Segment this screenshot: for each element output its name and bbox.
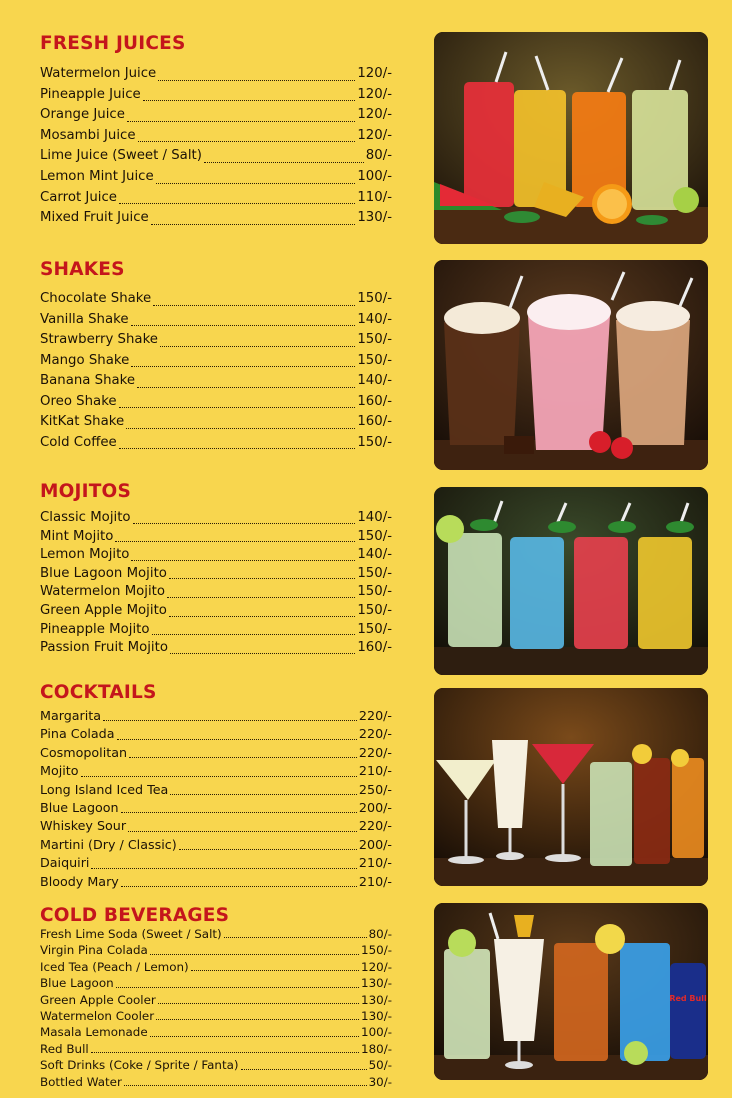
menu-item	[40, 639, 392, 658]
menu-item-price: 150/-	[357, 621, 392, 637]
menu-item-price: 150/-	[357, 584, 392, 600]
menu-list-shakes	[40, 289, 392, 453]
menu-item	[40, 528, 392, 547]
menu-item-name: Mixed Fruit Juice	[40, 210, 149, 226]
menu-item-price: 180/-	[361, 1041, 392, 1056]
dot-leader	[170, 653, 355, 654]
menu-item-price: 50/-	[368, 1058, 392, 1073]
menu-item-name: Mango Shake	[40, 352, 130, 368]
dot-leader	[156, 1019, 359, 1020]
menu-item-name: Cold Coffee	[40, 434, 117, 450]
menu-item-price: 150/-	[357, 565, 392, 581]
menu-item	[40, 546, 392, 565]
menu-item	[40, 351, 392, 372]
dot-leader	[127, 121, 355, 122]
menu-item	[40, 64, 392, 85]
dot-leader	[170, 794, 357, 795]
dot-leader	[191, 970, 359, 971]
photo-fresh-juices	[434, 32, 708, 244]
menu-item-name: Blue Lagoon	[40, 976, 114, 991]
menu-item-name: Iced Tea (Peach / Lemon)	[40, 959, 189, 974]
menu-item	[40, 992, 392, 1008]
menu-item-name: Oreo Shake	[40, 393, 117, 409]
menu-item-price: 140/-	[357, 311, 392, 327]
photo-mojitos	[434, 487, 708, 675]
menu-item	[40, 959, 392, 975]
menu-item-price: 150/-	[357, 602, 392, 618]
dot-leader	[121, 812, 357, 813]
menu-item	[40, 412, 392, 433]
menu-item-price: 150/-	[357, 332, 392, 347]
menu-item	[40, 188, 392, 209]
menu-item-price: 140/-	[357, 373, 392, 388]
menu-item	[40, 392, 392, 413]
menu-item	[40, 1024, 392, 1040]
menu-item	[40, 1074, 392, 1090]
menu-item-name: Red Bull	[40, 1041, 89, 1056]
menu-item	[40, 762, 392, 780]
menu-item-name: Bottled Water	[40, 1074, 122, 1089]
menu-item-price: 100/-	[357, 168, 392, 184]
dot-leader	[133, 523, 356, 524]
dot-leader	[119, 448, 356, 449]
menu-item-price: 200/-	[358, 799, 392, 815]
menu-item-price: 150/-	[357, 434, 392, 450]
menu-item-name: Vanilla Shake	[40, 311, 129, 327]
menu-item-name: Banana Shake	[40, 373, 136, 388]
section-title-cold-beverages: COLD BEVERAGES	[40, 905, 230, 926]
menu-item-name: Orange Juice	[40, 107, 125, 123]
menu-item	[40, 621, 392, 640]
menu-item	[40, 310, 392, 331]
menu-item-price: 140/-	[357, 547, 392, 563]
dot-leader	[91, 1052, 359, 1053]
dot-leader	[150, 954, 359, 955]
dot-leader	[169, 578, 355, 579]
menu-item-name: Mosambi Juice	[40, 127, 136, 143]
menu-item	[40, 583, 392, 602]
menu-item-name: Strawberry Shake	[40, 332, 158, 347]
section-title-mojitos: MOJITOS	[40, 481, 131, 502]
dot-leader	[160, 346, 355, 347]
menu-item	[40, 1057, 392, 1073]
section-title-fresh-juices: FRESH JUICES	[40, 33, 186, 54]
dot-leader	[126, 428, 355, 429]
menu-item-price: 220/-	[358, 708, 392, 723]
menu-item-price: 130/-	[357, 210, 392, 226]
menu-item	[40, 565, 392, 584]
dot-leader	[179, 849, 357, 850]
menu-list-cocktails	[40, 707, 392, 891]
menu-item-price: 120/-	[361, 959, 392, 974]
dot-leader	[119, 203, 355, 204]
menu-item	[40, 817, 392, 835]
menu-item-name: Blue Lagoon Mojito	[40, 565, 167, 581]
menu-item-price: 150/-	[357, 291, 392, 306]
dot-leader	[169, 616, 355, 617]
menu-item-name: Mint Mojito	[40, 528, 114, 544]
dot-leader	[131, 325, 356, 326]
dot-leader	[117, 739, 357, 740]
menu-item	[40, 707, 392, 725]
dot-leader	[91, 868, 356, 869]
dot-leader	[158, 80, 355, 81]
menu-item	[40, 1008, 392, 1024]
menu-item-price: 210/-	[358, 855, 392, 871]
menu-item-name: Soft Drinks (Coke / Sprite / Fanta)	[40, 1058, 239, 1073]
menu-item-name: Green Apple Cooler	[40, 992, 156, 1007]
menu-item-price: 220/-	[358, 818, 392, 834]
dot-leader	[151, 224, 356, 225]
photo-cold-beverages	[434, 903, 708, 1080]
menu-item-price: 160/-	[357, 414, 392, 429]
menu-item-price: 160/-	[357, 393, 392, 409]
menu-item-name: Passion Fruit Mojito	[40, 640, 168, 656]
menu-item	[40, 975, 392, 991]
menu-item-price: 110/-	[357, 189, 392, 205]
menu-item-price: 200/-	[358, 836, 392, 852]
menu-item-price: 120/-	[357, 107, 392, 123]
dot-leader	[137, 387, 355, 388]
dot-leader	[121, 886, 357, 887]
menu-item	[40, 1041, 392, 1057]
menu-item-name: Fresh Lime Soda (Sweet / Salt)	[40, 927, 222, 941]
menu-item	[40, 836, 392, 854]
menu-item-price: 120/-	[357, 66, 392, 81]
menu-item-name: Lemon Mojito	[40, 547, 130, 563]
dot-leader	[128, 831, 357, 832]
menu-item	[40, 942, 392, 958]
section-title-cocktails: COCKTAILS	[40, 682, 157, 703]
dot-leader	[129, 757, 357, 758]
dot-leader	[131, 366, 355, 367]
menu-list-fresh-juices	[40, 64, 392, 229]
menu-item-name: Classic Mojito	[40, 510, 131, 525]
menu-item-name: Lemon Mint Juice	[40, 168, 154, 184]
dot-leader	[103, 720, 357, 721]
menu-item	[40, 854, 392, 872]
menu-item-name: Pina Colada	[40, 726, 115, 742]
menu-item	[40, 781, 392, 799]
dot-leader	[115, 541, 355, 542]
menu-item-price: 100/-	[361, 1025, 392, 1040]
menu-item-name: Mojito	[40, 763, 79, 779]
menu-item-name: Green Apple Mojito	[40, 602, 167, 618]
menu-item-name: Lime Juice (Sweet / Salt)	[40, 148, 202, 164]
menu-item-name: KitKat Shake	[40, 414, 125, 429]
menu-item	[40, 371, 392, 392]
menu-item-name: Cosmopolitan	[40, 744, 128, 760]
menu-item	[40, 509, 392, 528]
dot-leader	[204, 162, 364, 163]
dot-leader	[143, 100, 356, 101]
menu-item	[40, 146, 392, 167]
section-title-shakes: SHAKES	[40, 259, 125, 280]
menu-item	[40, 873, 392, 891]
dot-leader	[138, 141, 356, 142]
red-bull-can	[670, 963, 706, 1059]
menu-item-price: 210/-	[358, 763, 392, 779]
menu-item-name: Long Island Iced Tea	[40, 781, 169, 797]
menu-item-price: 250/-	[358, 781, 392, 797]
menu-item	[40, 126, 392, 147]
menu-item-name: Virgin Pina Colada	[40, 943, 148, 958]
dot-leader	[152, 634, 356, 635]
menu-item-name: Whiskey Sour	[40, 818, 127, 834]
dot-leader	[158, 1003, 359, 1004]
menu-item-price: 150/-	[357, 528, 392, 544]
menu-item-name: Pineapple Juice	[40, 86, 141, 102]
menu-item	[40, 926, 392, 942]
menu-item	[40, 799, 392, 817]
dot-leader	[81, 776, 357, 777]
menu-item-name: Martini (Dry / Classic)	[40, 836, 177, 852]
menu-item	[40, 744, 392, 762]
menu-item	[40, 289, 392, 310]
menu-item-name: Daiquiri	[40, 855, 90, 871]
menu-item-name: Margarita	[40, 708, 102, 723]
menu-item-name: Masala Lemonade	[40, 1025, 148, 1040]
menu-item-name: Chocolate Shake	[40, 291, 152, 306]
menu-list-mojitos	[40, 509, 392, 658]
menu-item-price: 120/-	[357, 86, 392, 102]
menu-item-price: 150/-	[361, 943, 392, 958]
menu-item-price: 130/-	[361, 992, 392, 1007]
menu-item-price: 80/-	[365, 148, 392, 164]
menu-item-name: Blue Lagoon	[40, 799, 119, 815]
menu-item	[40, 85, 392, 106]
menu-item-price: 220/-	[358, 726, 392, 742]
menu-item-name: Watermelon Mojito	[40, 584, 166, 600]
menu-item-price: 210/-	[358, 873, 392, 889]
menu-item-name: Bloody Mary	[40, 873, 119, 889]
menu-item	[40, 105, 392, 126]
dot-leader	[167, 597, 355, 598]
dot-leader	[124, 1085, 367, 1086]
dot-leader	[224, 937, 367, 938]
menu-item-price: 80/-	[368, 927, 392, 941]
dot-leader	[153, 305, 355, 306]
menu-item-price: 150/-	[357, 352, 392, 368]
photo-cocktails	[434, 688, 708, 886]
menu-item	[40, 602, 392, 621]
menu-item-price: 160/-	[357, 640, 392, 656]
dot-leader	[241, 1069, 367, 1070]
menu-item	[40, 330, 392, 351]
dot-leader	[119, 407, 356, 408]
menu-item-name: Watermelon Juice	[40, 66, 157, 81]
red-bull-can-label: Red Bull	[669, 994, 707, 1003]
menu-item	[40, 208, 392, 229]
menu-item	[40, 167, 392, 188]
dot-leader	[131, 560, 355, 561]
menu-item	[40, 433, 392, 454]
menu-item-price: 130/-	[361, 1008, 392, 1023]
photo-shakes	[434, 260, 708, 470]
menu-item-price: 140/-	[357, 510, 392, 525]
menu-item-price: 120/-	[357, 127, 392, 143]
dot-leader	[116, 987, 359, 988]
menu-list-cold-beverages	[40, 926, 392, 1090]
menu-item-name: Pineapple Mojito	[40, 621, 150, 637]
menu-item-price: 130/-	[361, 976, 392, 991]
menu-item-name: Carrot Juice	[40, 189, 117, 205]
menu-item	[40, 725, 392, 743]
dot-leader	[150, 1036, 359, 1037]
menu-item-price: 220/-	[358, 744, 392, 760]
menu-item-price: 30/-	[368, 1074, 392, 1089]
dot-leader	[156, 183, 356, 184]
menu-item-name: Watermelon Cooler	[40, 1008, 155, 1023]
